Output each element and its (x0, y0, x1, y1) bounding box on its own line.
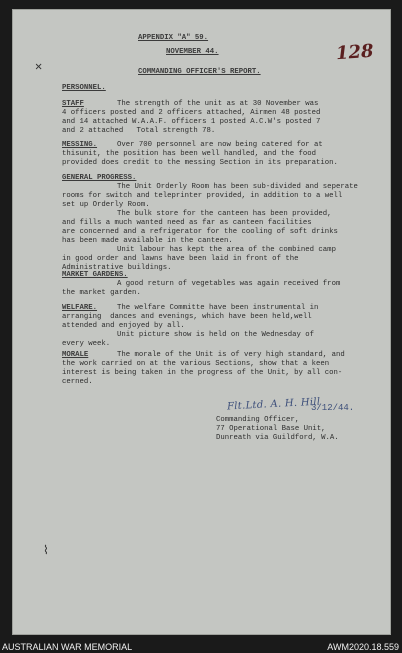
body-line: interest is being taken in the progress of the Unit, by all con- (62, 369, 343, 377)
section-heading-personnel: PERSONNEL. (62, 84, 106, 92)
body-line: The bulk store for the canteen has been provided, (117, 210, 332, 218)
body-line: every week. (62, 340, 111, 348)
body-line: The Unit Orderly Room has been sub-divided and seperate (117, 183, 358, 191)
staple-mark-icon: ✕ (35, 60, 43, 74)
section-heading-messing: MESSING. (62, 141, 98, 149)
staple-mark-icon: ⌇ (43, 544, 49, 558)
appendix-heading: APPENDIX "A" 59. (138, 34, 209, 42)
handwritten-reference-number: 128 (335, 40, 375, 65)
signatory-location: Dunreath via Guildford, W.A. (216, 434, 339, 442)
section-heading-general-progress: GENERAL PROGRESS. (62, 174, 137, 182)
body-line: The morale of the Unit is of very high standard, and (117, 351, 345, 359)
signatory-title: Commanding Officer, (216, 416, 300, 424)
body-line: are concerned and a refrigerator for the cooling of soft drinks (62, 228, 338, 236)
body-line: A good return of vegetables was again received from (117, 280, 341, 288)
section-heading-staff: STAFF (62, 100, 84, 108)
body-line: and 14 attached W.A.A.F. officers 1 posted A.C.W's posted 7 (62, 118, 321, 126)
body-line: the market garden. (62, 289, 141, 297)
body-line: rooms for switch and teleprinter provided, in addition to a well (62, 192, 343, 200)
handwritten-signature: Flt.Ltd. A. H. Hill (226, 396, 321, 413)
body-line: The welfare Committe have been instrumental in (117, 304, 319, 312)
body-line: the work carried on at the various Sections, show that a keen (62, 360, 330, 368)
body-line: and 2 attached Total strength 78. (62, 127, 216, 135)
body-line: set up Orderly Room. (62, 201, 150, 209)
body-line: The strength of the unit as at 30 November was (117, 100, 319, 108)
archive-footer (0, 641, 402, 653)
signature-date: 3/12/44. (311, 403, 355, 413)
body-line: provided does credit to the messing Section in its preparation. (62, 159, 338, 167)
body-line: and fills a much wanted need as far as canteen facilities (62, 219, 312, 227)
body-line: cerned. (62, 378, 93, 386)
body-line: Unit picture show is held on the Wednesday of (117, 331, 315, 339)
signatory-unit: 77 Operational Base Unit, (216, 425, 326, 433)
section-heading-morale: MORALE (62, 351, 89, 359)
body-line: in good order and lawns have been laid in front of the (62, 255, 299, 263)
body-line: 4 officers posted and 2 officers attached, Airmen 48 posted (62, 109, 321, 117)
body-line: attended and enjoyed by all. (62, 322, 185, 330)
body-line: Administrative buildings. (62, 264, 172, 272)
body-line: has been made available in the canteen. (62, 237, 233, 245)
body-line: Over 700 personnel are now being catered for at (117, 141, 323, 149)
section-heading-welfare: WELFARE. (62, 304, 98, 312)
body-line: Unit labour has kept the area of the combined camp (117, 246, 336, 254)
month-heading: NOVEMBER 44. (166, 48, 219, 56)
body-line: thisunit, the position has been well handled, and the food (62, 150, 316, 158)
section-heading-market-gardens: MARKET GARDENS. (62, 271, 128, 279)
accession-number: AWM2020.18.559 (327, 642, 399, 652)
report-title: COMMANDING OFFICER'S REPORT. (138, 68, 261, 76)
body-line: arranging dances and evenings, which have been held,well (62, 313, 312, 321)
archive-source: AUSTRALIAN WAR MEMORIAL (2, 642, 133, 652)
